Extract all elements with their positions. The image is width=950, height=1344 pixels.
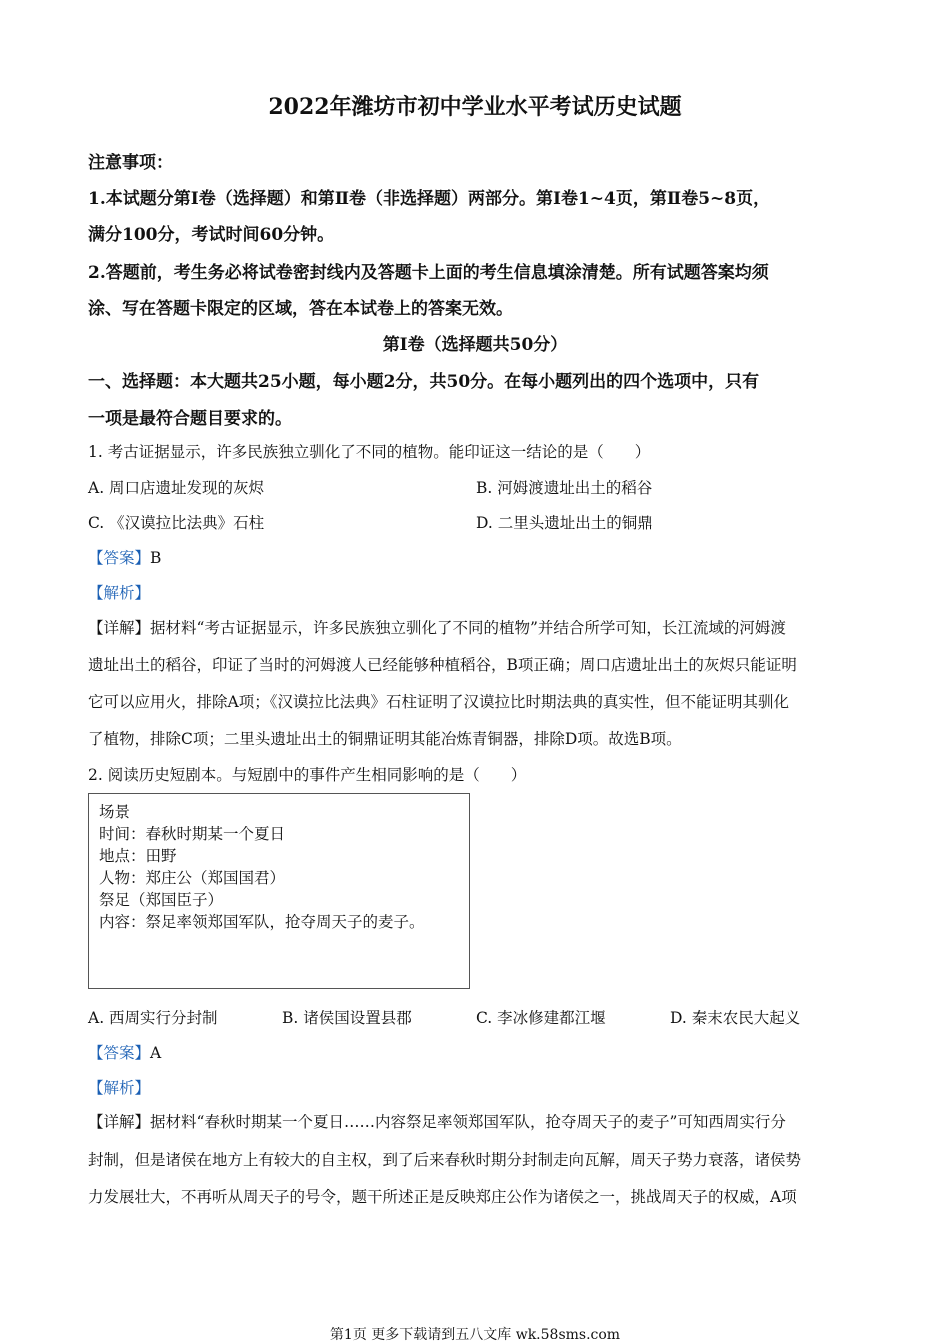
- q1-detail-line3: 它可以应用火，排除A项；《汉谟拉比法典》石柱证明了汉谟拉比时期法典的真实性，但不能证明其驯化: [88, 693, 789, 711]
- page-footer: 第1页 更多下载请到五八文库 wk.58sms.com: [329, 1327, 621, 1343]
- notice-item1-line1: 1.本试题分第Ⅰ卷（选择题）和第Ⅱ卷（非选择题）两部分。第Ⅰ卷1~4页，第Ⅱ卷5~8页，: [88, 189, 771, 209]
- q1-detail-line4: 了植物，排除C项；二里头遗址出土的铜鼎证明其能冶炼青铜器，排除D项。故选B项。: [88, 730, 682, 748]
- q1-option-c: C. 《汉谟拉比法典》石柱: [88, 514, 265, 532]
- q1-detail-tag: 【详解】: [88, 619, 151, 637]
- q2-detail-line1: [88, 1110, 863, 1132]
- section-title: 第Ⅰ卷（选择题共50分）: [382, 335, 568, 355]
- q2-option-d: D. 秦末农民大起义: [670, 1009, 801, 1027]
- section-intro-line1: 一、选择题：本大题共25小题，每小题2分，共50分。在每小题列出的四个选项中，只有: [88, 372, 760, 392]
- notice-item2-line2: 涂、写在答题卡限定的区域，答在本试卷上的答案无效。: [88, 299, 513, 319]
- q1-stem: 1. 考古证据显示，许多民族独立驯化了不同的植物。能印证这一结论的是（ ）: [88, 443, 651, 461]
- page-title: 2022年潍坊市初中学业水平考试历史试题: [268, 94, 682, 120]
- q2-option-b: B. 诸侯国设置县郡: [282, 1009, 412, 1027]
- q2-script-line: 场景: [99, 803, 131, 821]
- q1-option-b: B. 河姆渡遗址出土的稻谷: [476, 479, 653, 497]
- q1-answer-line: [88, 546, 863, 568]
- q2-answer-tag: 【答案】: [88, 1044, 151, 1062]
- q1-analysis-tag: 【解析】: [88, 584, 151, 602]
- q1-detail-line2: 遗址出土的稻谷，印证了当时的河姆渡人已经能够种植稻谷，B项正确；周口店遗址出土的灰烬只能证明: [88, 656, 797, 674]
- q2-detail-line3: 力发展壮大，不再听从周天子的号令，题干所述正是反映郑庄公作为诸侯之一，挑战周天子的权威，A项: [88, 1188, 797, 1206]
- q2-option-a: A. 西周实行分封制: [88, 1009, 218, 1027]
- q2-script-line: 地点：田野: [99, 847, 177, 865]
- q2-script-line: 人物：郑庄公（郑国国君）: [99, 869, 286, 887]
- q1-option-a: A. 周口店遗址发现的灰烬: [88, 479, 265, 497]
- notice-heading: 注意事项：: [88, 153, 173, 173]
- q2-detail-text1: 据材料“春秋时期某一个夏日……内容祭足率领郑国军队，抢夺周天子的麦子”可知西周实行分: [150, 1113, 786, 1131]
- q2-script-line: 祭足（郑国臣子）: [99, 891, 224, 909]
- q2-stem: 2. 阅读历史短剧本。与短剧中的事件产生相同影响的是（ ）: [88, 766, 527, 784]
- q2-analysis-tag: 【解析】: [88, 1079, 151, 1097]
- q1-detail-text1: 据材料“考古证据显示，许多民族独立驯化了不同的植物”并结合所学可知，长江流域的河姆渡: [150, 619, 786, 637]
- q2-detail-line2: 封制，但是诸侯在地方上有较大的自主权，到了后来春秋时期分封制走向瓦解，周天子势力衰落，诸侯势: [88, 1151, 802, 1169]
- q2-script-line: 时间：春秋时期某一个夏日: [99, 825, 286, 843]
- q1-answer: B: [150, 549, 162, 567]
- notice-item2-line1: 2.答题前，考生务必将试卷密封线内及答题卡上面的考生信息填涂清楚。所有试题答案均须: [88, 263, 769, 283]
- q1-option-d: D. 二里头遗址出土的铜鼎: [476, 514, 653, 532]
- q2-answer-line: [88, 1041, 863, 1063]
- q2-option-c: C. 李冰修建都江堰: [476, 1009, 606, 1027]
- q2-detail-tag: 【详解】: [88, 1113, 151, 1131]
- q2-answer: A: [150, 1044, 162, 1062]
- q2-script-line: 内容：祭足率领郑国军队，抢夺周天子的麦子。: [99, 913, 425, 931]
- notice-item1-line2: 满分100分，考试时间60分钟。: [88, 225, 335, 245]
- q2-script-box: [88, 793, 470, 989]
- q1-answer-tag: 【答案】: [88, 549, 151, 567]
- q1-detail-line1: [88, 616, 863, 638]
- section-intro-line2: 一项是最符合题目要求的。: [88, 409, 292, 429]
